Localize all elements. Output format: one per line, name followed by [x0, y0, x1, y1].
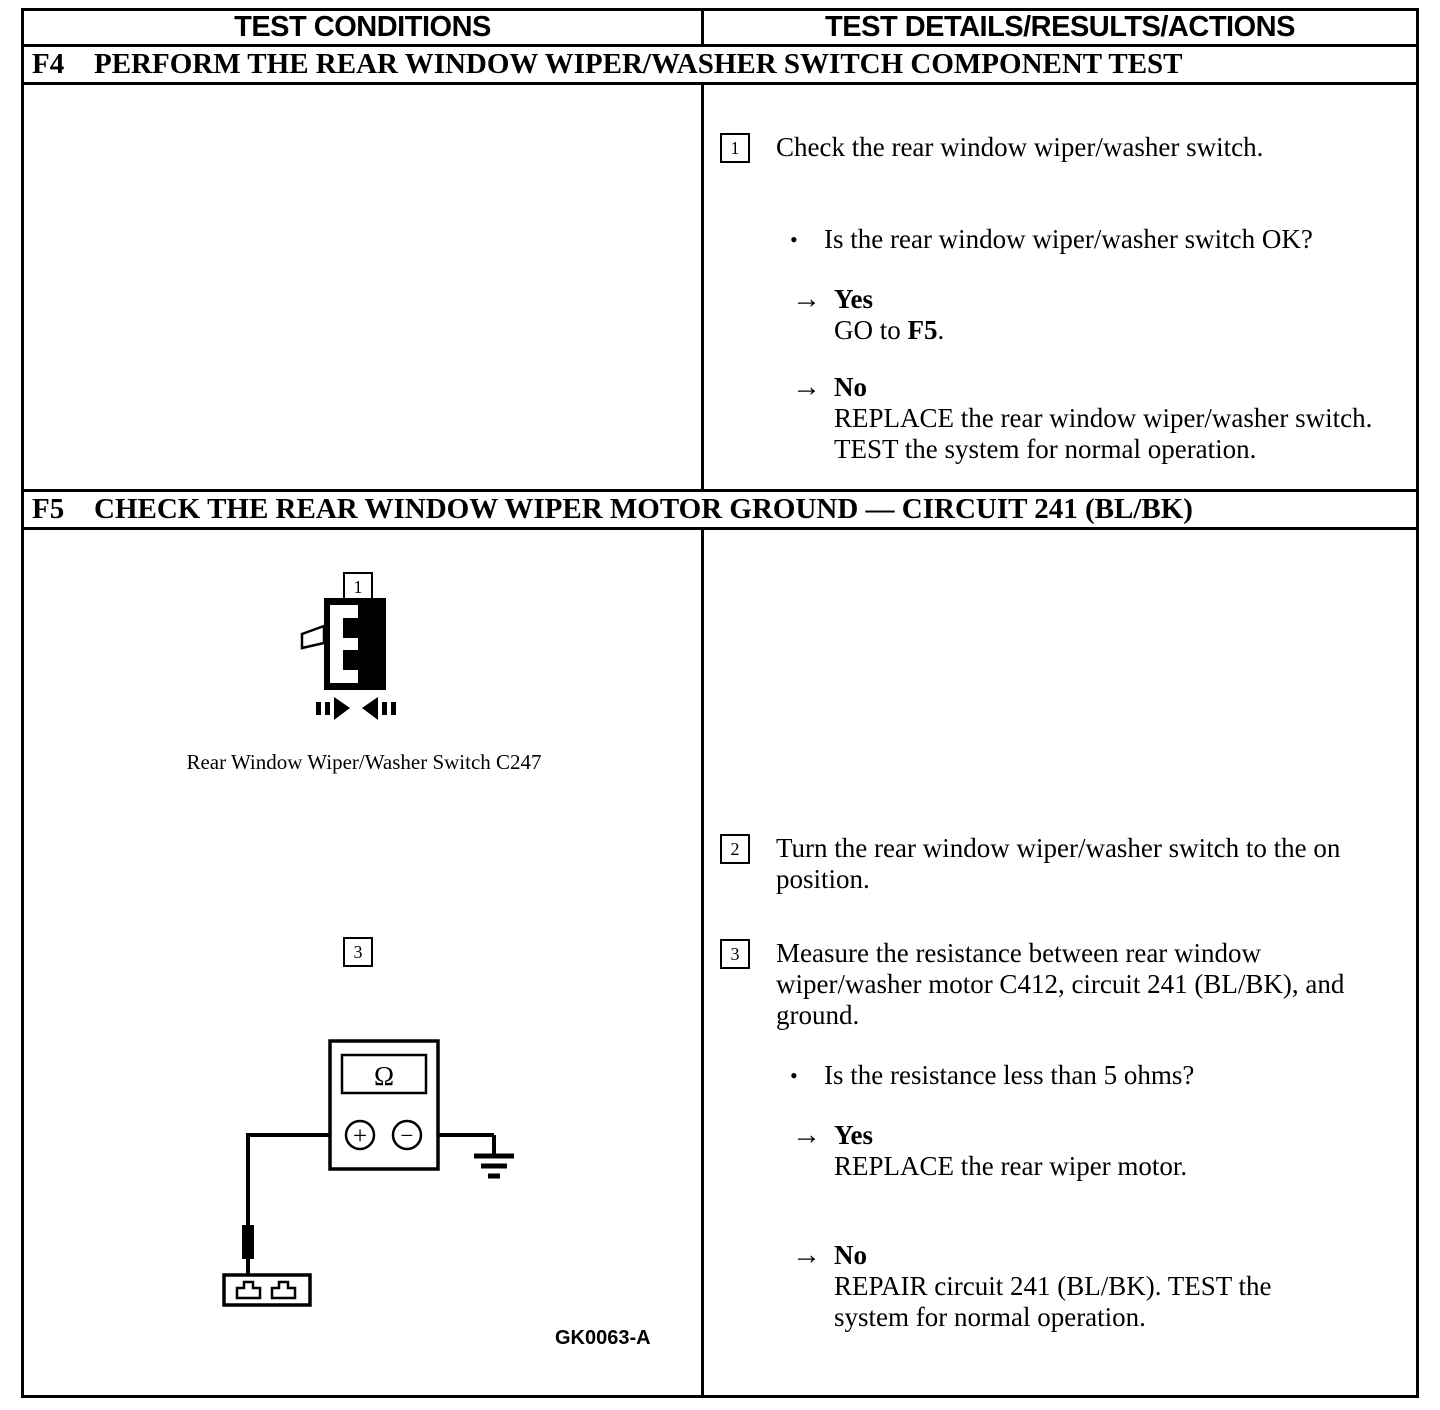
f4-yes-action-post: . [937, 315, 945, 345]
f5-title-row [24, 492, 1416, 530]
pinpoint-test-table [21, 8, 1419, 1398]
switch-caption: Rear Window Wiper/Washer Switch C247 [186, 750, 542, 774]
f5-step-2 [720, 833, 1406, 895]
f5-no-block [834, 1240, 1334, 1333]
header-test-conditions: TEST CONDITIONS [24, 11, 704, 44]
f4-no-action: REPLACE the rear window wiper/washer switch. TEST the system for normal operation. [834, 403, 1373, 464]
multimeter-icon [220, 1035, 520, 1309]
f4-no-label: No [834, 372, 867, 402]
f4-question-row [720, 224, 1406, 255]
f5-step-2-text: Turn the rear window wiper/washer switch to the on position. [776, 833, 1341, 894]
f4-title-row [24, 47, 1416, 85]
step-number-box: 2 [720, 834, 750, 864]
figure-callout-3: 3 [343, 937, 373, 967]
f4-question-text: Is the rear window wiper/washer switch OK? [824, 224, 1313, 254]
f5-step-id: F5 [32, 493, 65, 525]
ohmmeter-body-icon [330, 1041, 438, 1169]
figure-code: GK0063-A [555, 1327, 651, 1349]
wiper-switch-icon [292, 596, 422, 726]
f5-yes-row [720, 1120, 1406, 1182]
f5-body-row [24, 530, 1416, 1395]
f4-title: PERFORM THE REAR WINDOW WIPER/WASHER SWITCH COMPONENT TEST [94, 48, 1183, 80]
f5-no-row [720, 1240, 1406, 1333]
arrow-right-icon: → [792, 1119, 821, 1151]
bullet-icon: • [790, 227, 798, 252]
f4-step-1-text: Check the rear window wiper/washer switch. [776, 132, 1264, 162]
ohm-symbol: Ω [373, 1061, 395, 1091]
f4-no-block [834, 372, 1406, 465]
switch-lever-icon [302, 626, 324, 648]
f4-step-id: F4 [32, 48, 65, 80]
f4-test-conditions-cell [24, 85, 704, 489]
header-test-details: TEST DETAILS/RESULTS/ACTIONS [825, 11, 1295, 43]
f4-no-row [720, 372, 1406, 465]
f4-details-cell [704, 85, 1416, 489]
arrow-right-icon: → [792, 283, 821, 315]
arrow-right-icon: → [792, 371, 821, 403]
table-header-row [24, 11, 1416, 47]
ground-symbol-icon [438, 1135, 514, 1176]
plus-terminal-label: + [352, 1123, 368, 1150]
probe-icon [242, 1225, 254, 1259]
connector-icon [224, 1275, 310, 1305]
figure-callout-1: 1 [343, 572, 373, 602]
f4-yes-action [834, 315, 944, 346]
f4-step-1 [720, 132, 1406, 163]
intermittent-arrows-icon [316, 697, 396, 720]
f5-no-action: REPAIR circuit 241 (BL/BK). TEST the system for normal operation. [834, 1271, 1272, 1332]
f4-yes-row [720, 284, 1406, 346]
f5-yes-block [834, 1120, 1187, 1182]
f4-body-row [24, 85, 1416, 492]
step-number-box: 3 [720, 939, 750, 969]
f5-yes-action: REPLACE the rear wiper motor. [834, 1151, 1188, 1181]
bullet-icon: • [790, 1063, 798, 1088]
test-lead-wire [242, 1135, 330, 1275]
f5-title: CHECK THE REAR WINDOW WIPER MOTOR GROUND — CIRCUIT 241 (BL/BK) [94, 493, 1193, 525]
f5-details-cell [704, 530, 1416, 1395]
f4-yes-block [834, 284, 944, 346]
minus-terminal-label: − [400, 1123, 414, 1148]
f5-step-3-text: Measure the resistance between rear window wiper/washer motor C412, circuit 241 (BL/BK), and ground. [776, 938, 1345, 1030]
f5-question-text: Is the resistance less than 5 ohms? [824, 1060, 1195, 1090]
f5-question-row [720, 1060, 1406, 1091]
f4-yes-action-target: F5 [907, 315, 938, 345]
f5-step-3 [720, 938, 1406, 1031]
f4-yes-action-pre: GO to [834, 315, 908, 345]
f5-no-label: No [834, 1240, 867, 1270]
step-number-box: 1 [720, 133, 750, 163]
arrow-right-icon: → [792, 1239, 821, 1271]
f4-yes-label: Yes [834, 284, 873, 314]
f5-test-conditions-cell [24, 530, 704, 1395]
f5-yes-label: Yes [834, 1120, 873, 1150]
